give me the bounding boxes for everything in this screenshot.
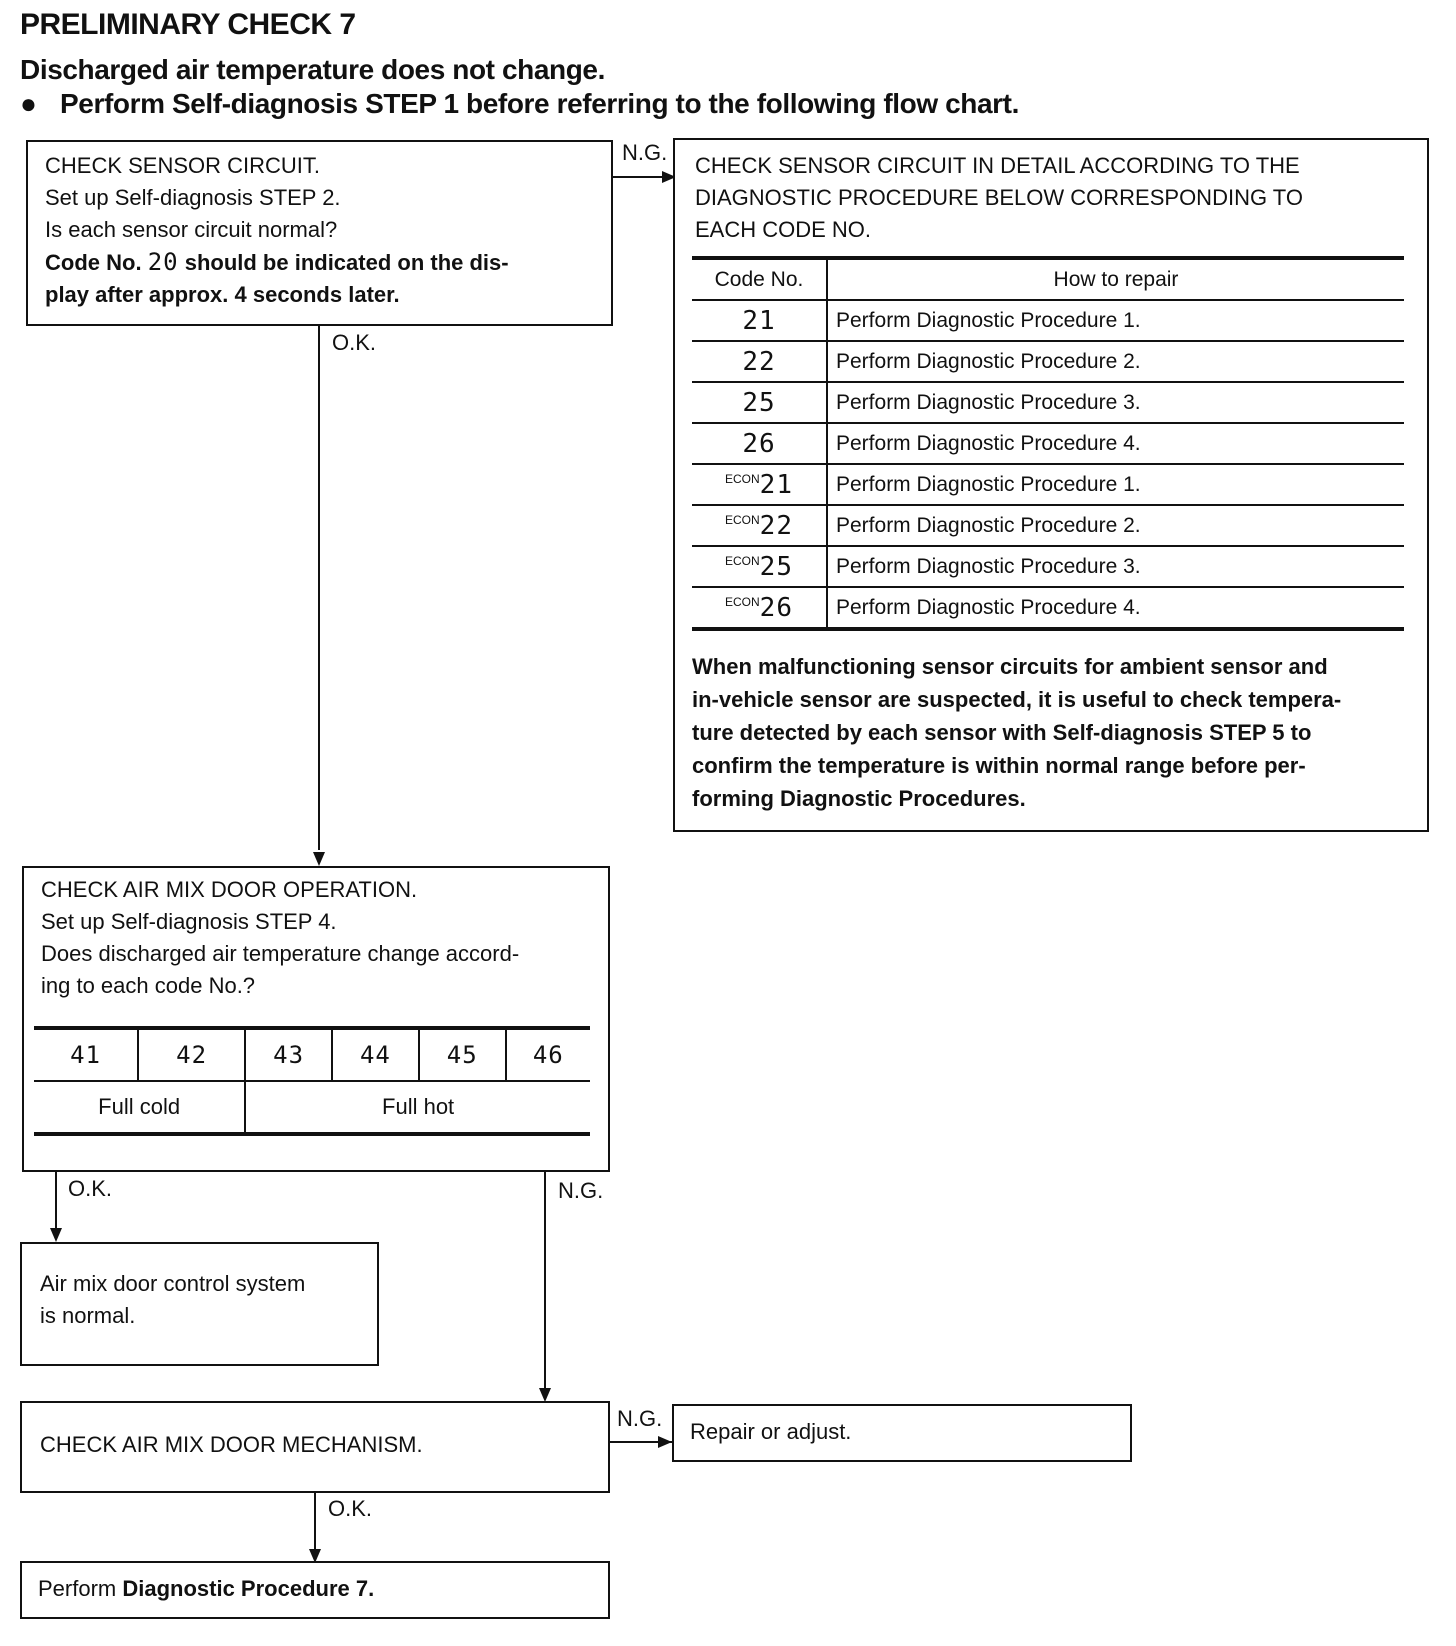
repair-cell: Perform Diagnostic Procedure 1.: [827, 464, 1404, 505]
code-cell: [692, 505, 827, 546]
table-row: [692, 382, 1404, 423]
air-mix-op-line2: Set up Self-diagnosis STEP 4.: [41, 909, 337, 934]
repair-cell: Perform Diagnostic Procedure 2.: [827, 505, 1404, 546]
econ-prefix: ECON: [725, 512, 760, 527]
page-subtitle: Discharged air temperature does not change.: [20, 54, 605, 85]
final-procedure-name: Diagnostic Procedure 7.: [122, 1576, 375, 1601]
air-mix-normal-line2: is normal.: [40, 1303, 136, 1328]
air-mix-mechanism-box: [20, 1401, 610, 1493]
repair-cell: Perform Diagnostic Procedure 4.: [827, 587, 1404, 629]
code-44: 44: [359, 1041, 391, 1069]
code-value: 26: [759, 592, 793, 623]
code-42: 42: [176, 1041, 208, 1069]
econ-prefix: ECON: [725, 553, 760, 568]
check-sensor-line3: Is each sensor circuit normal?: [45, 217, 338, 242]
code-cell: [692, 587, 827, 629]
table-row: [692, 464, 1404, 505]
code-value: 25: [742, 387, 776, 418]
ok-connector-3: [314, 1493, 316, 1549]
repair-cell: Perform Diagnostic Procedure 2.: [827, 341, 1404, 382]
code-cell: [419, 1028, 506, 1081]
table-row: [692, 505, 1404, 546]
code-value: 21: [742, 305, 776, 336]
arrow-right-icon: [658, 1436, 672, 1448]
ng-label-2: N.G.: [558, 1178, 604, 1203]
ok-label-2: O.K.: [68, 1176, 113, 1201]
check-sensor-line1: CHECK SENSOR CIRCUIT.: [45, 153, 321, 178]
table-row: [692, 546, 1404, 587]
col-code-no: Code No.: [692, 258, 827, 300]
bullet-icon: ●: [20, 88, 37, 119]
code-cell: [332, 1028, 419, 1081]
code-cell: [692, 423, 827, 464]
repair-box: [672, 1404, 1132, 1462]
table-row: [692, 587, 1404, 629]
econ-prefix: ECON: [725, 594, 760, 609]
air-mix-op-line4: ing to each code No.?: [41, 973, 256, 998]
code-cell: [138, 1028, 245, 1081]
temp-row: [34, 1081, 590, 1134]
code-cell: [506, 1028, 590, 1081]
air-mix-mechanism-text: CHECK AIR MIX DOOR MECHANISM.: [40, 1432, 423, 1457]
code-41: 41: [70, 1041, 101, 1069]
check-sensor-line4: [45, 246, 611, 279]
ng-label-1: N.G.: [622, 140, 668, 165]
code-cell: [692, 546, 827, 587]
code-cell: [245, 1028, 332, 1081]
table-row: [692, 300, 1404, 341]
page-title: PRELIMINARY CHECK 7: [20, 8, 356, 41]
air-mix-op-line1: CHECK AIR MIX DOOR OPERATION.: [41, 877, 418, 902]
check-sensor-line5: play after approx. 4 seconds later.: [45, 282, 400, 307]
note-line: confirm the temperature is within normal range before per-: [692, 753, 1306, 778]
air-mix-normal-line1: Air mix door control system: [40, 1271, 306, 1296]
repair-cell: Perform Diagnostic Procedure 4.: [827, 423, 1404, 464]
code-value: 25: [759, 551, 793, 582]
code-45: 45: [446, 1041, 478, 1069]
ok-label-1: O.K.: [332, 330, 377, 355]
code-cell: [692, 300, 827, 341]
code-46: 46: [532, 1041, 564, 1069]
code-cell: [692, 382, 827, 423]
ok-connector-2: [55, 1172, 57, 1228]
code-value: 21: [759, 469, 793, 500]
repair-cell: Perform Diagnostic Procedure 3.: [827, 546, 1404, 587]
arrow-down-icon: [539, 1388, 551, 1402]
note-line: When malfunctioning sensor circuits for ambient sensor and: [692, 654, 1328, 679]
check-sensor-line2: Set up Self-diagnosis STEP 2.: [45, 185, 341, 210]
code-suffix: should be indicated on the dis-: [178, 250, 509, 275]
ng-connector-2: [544, 1172, 546, 1388]
air-mix-code-table: [34, 1026, 590, 1136]
code-43: 43: [273, 1041, 305, 1069]
arrow-down-icon: [50, 1228, 62, 1242]
air-mix-normal-box: [20, 1242, 379, 1366]
repair-cell: Perform Diagnostic Procedure 3.: [827, 382, 1404, 423]
code-cell: [692, 341, 827, 382]
instruction-text: Perform Self-diagnosis STEP 1 before referring to the following flow chart.: [60, 88, 1019, 119]
final-prefix: Perform: [38, 1576, 123, 1601]
code-repair-table: [692, 256, 1404, 631]
air-mix-op-line3: Does discharged air temperature change accord-: [41, 941, 520, 966]
repair-text: Repair or adjust.: [690, 1419, 852, 1444]
arrow-down-icon: [313, 852, 325, 866]
sensor-detail-line1: CHECK SENSOR CIRCUIT IN DETAIL ACCORDING TO THE: [695, 153, 1300, 178]
ok-label-3: O.K.: [328, 1496, 373, 1521]
full-cold-cell: Full cold: [34, 1081, 245, 1134]
ok-connector-1: [318, 326, 320, 850]
table-row: [692, 423, 1404, 464]
repair-cell: Perform Diagnostic Procedure 1.: [827, 300, 1404, 341]
code-value: 22: [742, 346, 776, 377]
note-line: forming Diagnostic Procedures.: [692, 786, 1026, 811]
code-row: [34, 1028, 590, 1081]
final-procedure-box: [20, 1561, 610, 1619]
code-cell: [692, 464, 827, 505]
note-line: ture detected by each sensor with Self-diagnosis STEP 5 to: [692, 720, 1312, 745]
table-row: [692, 341, 1404, 382]
code-value: 26: [742, 428, 776, 459]
code-value: 22: [759, 510, 793, 541]
code-cell: [34, 1028, 138, 1081]
col-how-to-repair: How to repair: [827, 258, 1404, 300]
instruction: [20, 88, 1019, 120]
code-no-label: Code No.: [45, 250, 142, 275]
note-line: in-vehicle sensor are suspected, it is useful to check tempera-: [692, 687, 1342, 712]
ng-label-3: N.G.: [617, 1406, 663, 1431]
econ-prefix: ECON: [725, 471, 760, 486]
code-20: 20: [147, 248, 179, 276]
full-hot-cell: Full hot: [245, 1081, 590, 1134]
sensor-detail-line3: EACH CODE NO.: [695, 217, 872, 242]
check-sensor-circuit-box: [26, 140, 613, 326]
sensor-note: [692, 650, 1412, 815]
sensor-detail-line2: DIAGNOSTIC PROCEDURE BELOW CORRESPONDING TO: [695, 185, 1303, 210]
table-header-row: [692, 258, 1404, 300]
